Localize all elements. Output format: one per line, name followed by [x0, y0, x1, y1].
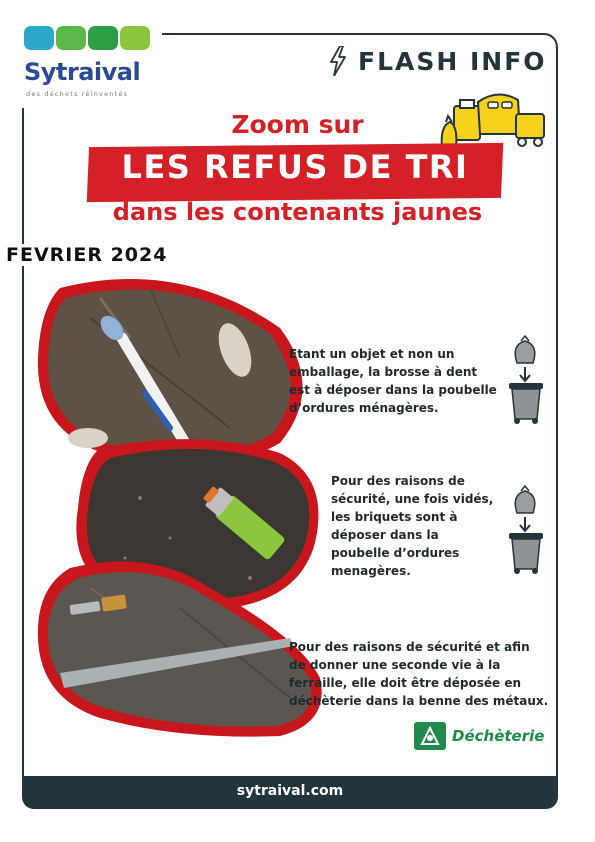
- logo-block-lightgreen: [120, 26, 150, 50]
- lightning-icon: [330, 46, 346, 76]
- toothbrush-photo: [38, 279, 303, 465]
- lighter-text: Pour des raisons de sécurité, une fois vidés, les briquets sont à déposer dans la poubelle d’ordures menagères.: [331, 474, 494, 578]
- dechetterie-label: Déchèterie: [452, 727, 545, 745]
- flash-info-header: [324, 46, 553, 76]
- logo-name: Sytraival: [24, 58, 141, 86]
- title-line-3: dans les contenants jaunes: [112, 198, 483, 226]
- toothbrush-text: Etant un objet et non un emballage, la brosse à dent est à déposer dans la poubelle d’ordures ménagères.: [289, 347, 497, 415]
- photos-column: [30, 278, 330, 738]
- logo-block-blue: [24, 26, 54, 50]
- footer-url[interactable]: sytraival.com: [236, 783, 344, 799]
- title-line-2: LES REFUS DE TRI: [121, 148, 469, 186]
- flash-info-label: FLASH INFO: [358, 46, 547, 76]
- logo-block-darkgreen: [88, 26, 118, 50]
- household-waste-bin-icon: [503, 485, 549, 575]
- sytraival-logo: [22, 18, 162, 108]
- logo-tagline: des déchets réinventés: [26, 90, 129, 98]
- dechetterie-icon: [414, 722, 446, 750]
- issue-date: FEVRIER 2024: [6, 244, 175, 266]
- logo-color-blocks: [24, 26, 150, 50]
- logo-block-green: [56, 26, 86, 50]
- footer-bar: [22, 776, 558, 809]
- metal-scrap-text: Pour des raisons de sécurité et afin de donner une seconde vie à la ferraille, elle doit être déposée en déchèterie dans la benne des métaux.: [289, 640, 549, 708]
- household-waste-bin-icon: [503, 335, 549, 425]
- title-line-1: Zoom sur: [231, 110, 364, 139]
- dechetterie-badge: [414, 722, 544, 750]
